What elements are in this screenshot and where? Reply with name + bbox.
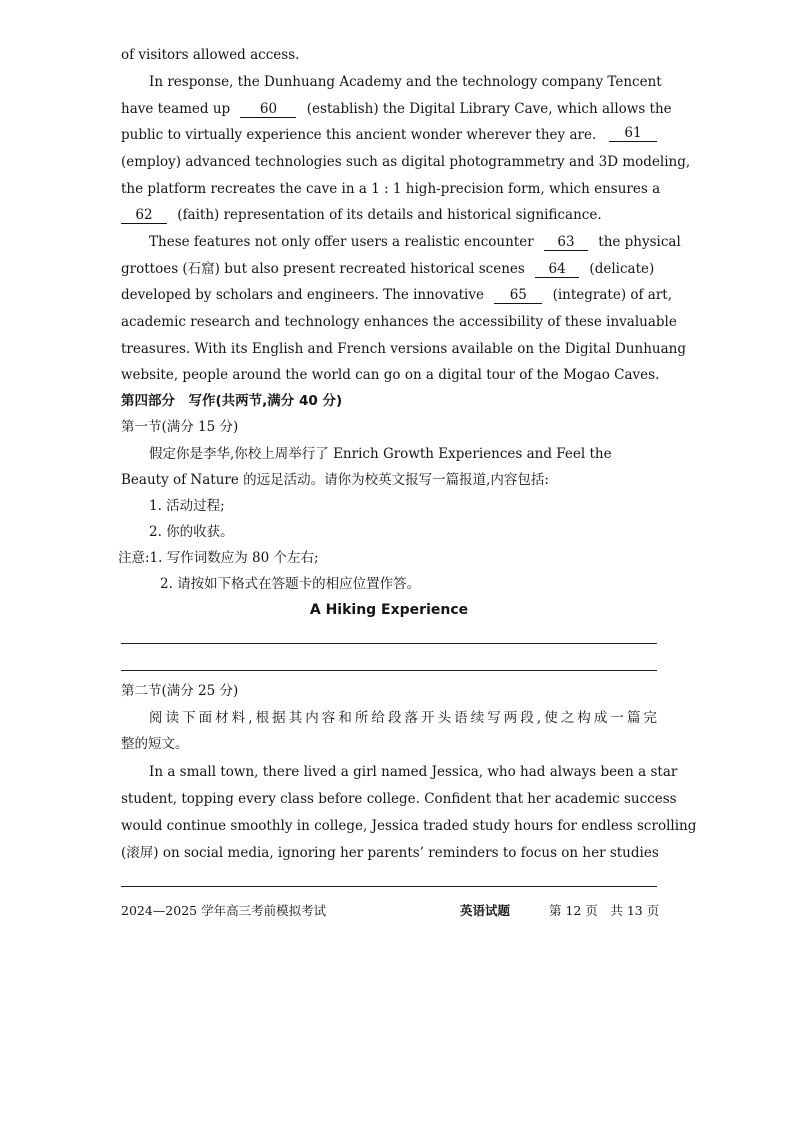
part4-heading: 第四部分 写作(共两节,满分 40 分) xyxy=(121,393,343,409)
passage-line: website, people around the world can go on a digital tour of the Mogao Caves. xyxy=(121,367,660,383)
passage-line: 62 (faith) representation of its details and historical significance. xyxy=(121,206,657,224)
instruction: 整的短文。 xyxy=(121,736,189,752)
note: 注意:1. 写作词数应为 80 个左右; xyxy=(118,550,319,566)
footer-exam-title: 2024—2025 学年高三考前模拟考试 xyxy=(121,903,327,918)
passage-line: the platform recreates the cave in a 1 : 1 high-precision form, which ensures a xyxy=(121,181,661,197)
passage-line: grottoes (石窟) but also present recreated historical scenes 64 (delicate) xyxy=(121,261,655,277)
instruction: 阅读下面材料,根据其内容和所给段落开头语续写两段,使之构成一篇完 xyxy=(149,710,657,726)
story-line: would continue smoothly in college, Jessica traded study hours for endless scrolling xyxy=(121,818,697,834)
footer-subject: 英语试题 xyxy=(460,903,511,918)
footer-rule xyxy=(121,886,657,887)
blank-65: 65 xyxy=(494,288,542,304)
section2-heading: 第二节(满分 25 分) xyxy=(121,683,239,699)
blank-61: 61 xyxy=(609,126,657,142)
story-line: student, topping every class before college. Confident that her academic success xyxy=(121,791,677,807)
passage-line: developed by scholars and engineers. The innovative 65 (integrate) of art, xyxy=(121,287,673,303)
task-description: 假定你是李华,你校上周举行了 Enrich Growth Experiences and Feel the xyxy=(149,446,612,462)
task-item: 2. 你的收获。 xyxy=(149,524,234,540)
passage-line: These features not only offer users a realistic encounter 63 the physical xyxy=(149,234,681,250)
passage-line: public to virtually experience this ancient wonder wherever they are. 61 xyxy=(121,126,657,144)
blank-60: 60 xyxy=(240,102,296,118)
task-description: Beauty of Nature 的远足活动。请你为校英文报写一篇报道,内容包括: xyxy=(121,472,549,488)
blank-63: 63 xyxy=(544,235,588,251)
note: 2. 请按如下格式在答题卡的相应位置作答。 xyxy=(160,576,421,592)
story-line: (滚屏) on social media, ignoring her parents’ reminders to focus on her studies xyxy=(121,845,659,861)
answer-line xyxy=(121,670,657,671)
passage-line: academic research and technology enhances the accessibility of these invaluable xyxy=(121,314,677,330)
story-line: In a small town, there lived a girl named Jessica, who had always been a star xyxy=(149,764,678,780)
passage-line: treasures. With its English and French versions available on the Digital Dunhuang xyxy=(121,341,686,357)
answer-line xyxy=(121,643,657,644)
passage-line: of visitors allowed access. xyxy=(121,47,300,63)
passage-line: In response, the Dunhuang Academy and the technology company Tencent xyxy=(149,74,662,90)
section1-heading: 第一节(满分 15 分) xyxy=(121,419,239,435)
passage-line: have teamed up 60 (establish) the Digital Library Cave, which allows the xyxy=(121,101,672,117)
page-number: 第 12 页 共 13 页 xyxy=(549,903,660,918)
blank-64: 64 xyxy=(535,262,579,278)
passage-line: (employ) advanced technologies such as digital photogrammetry and 3D modeling, xyxy=(121,154,691,170)
essay-title: A Hiking Experience xyxy=(309,602,469,618)
task-item: 1. 活动过程; xyxy=(149,498,225,514)
blank-62: 62 xyxy=(121,208,167,224)
